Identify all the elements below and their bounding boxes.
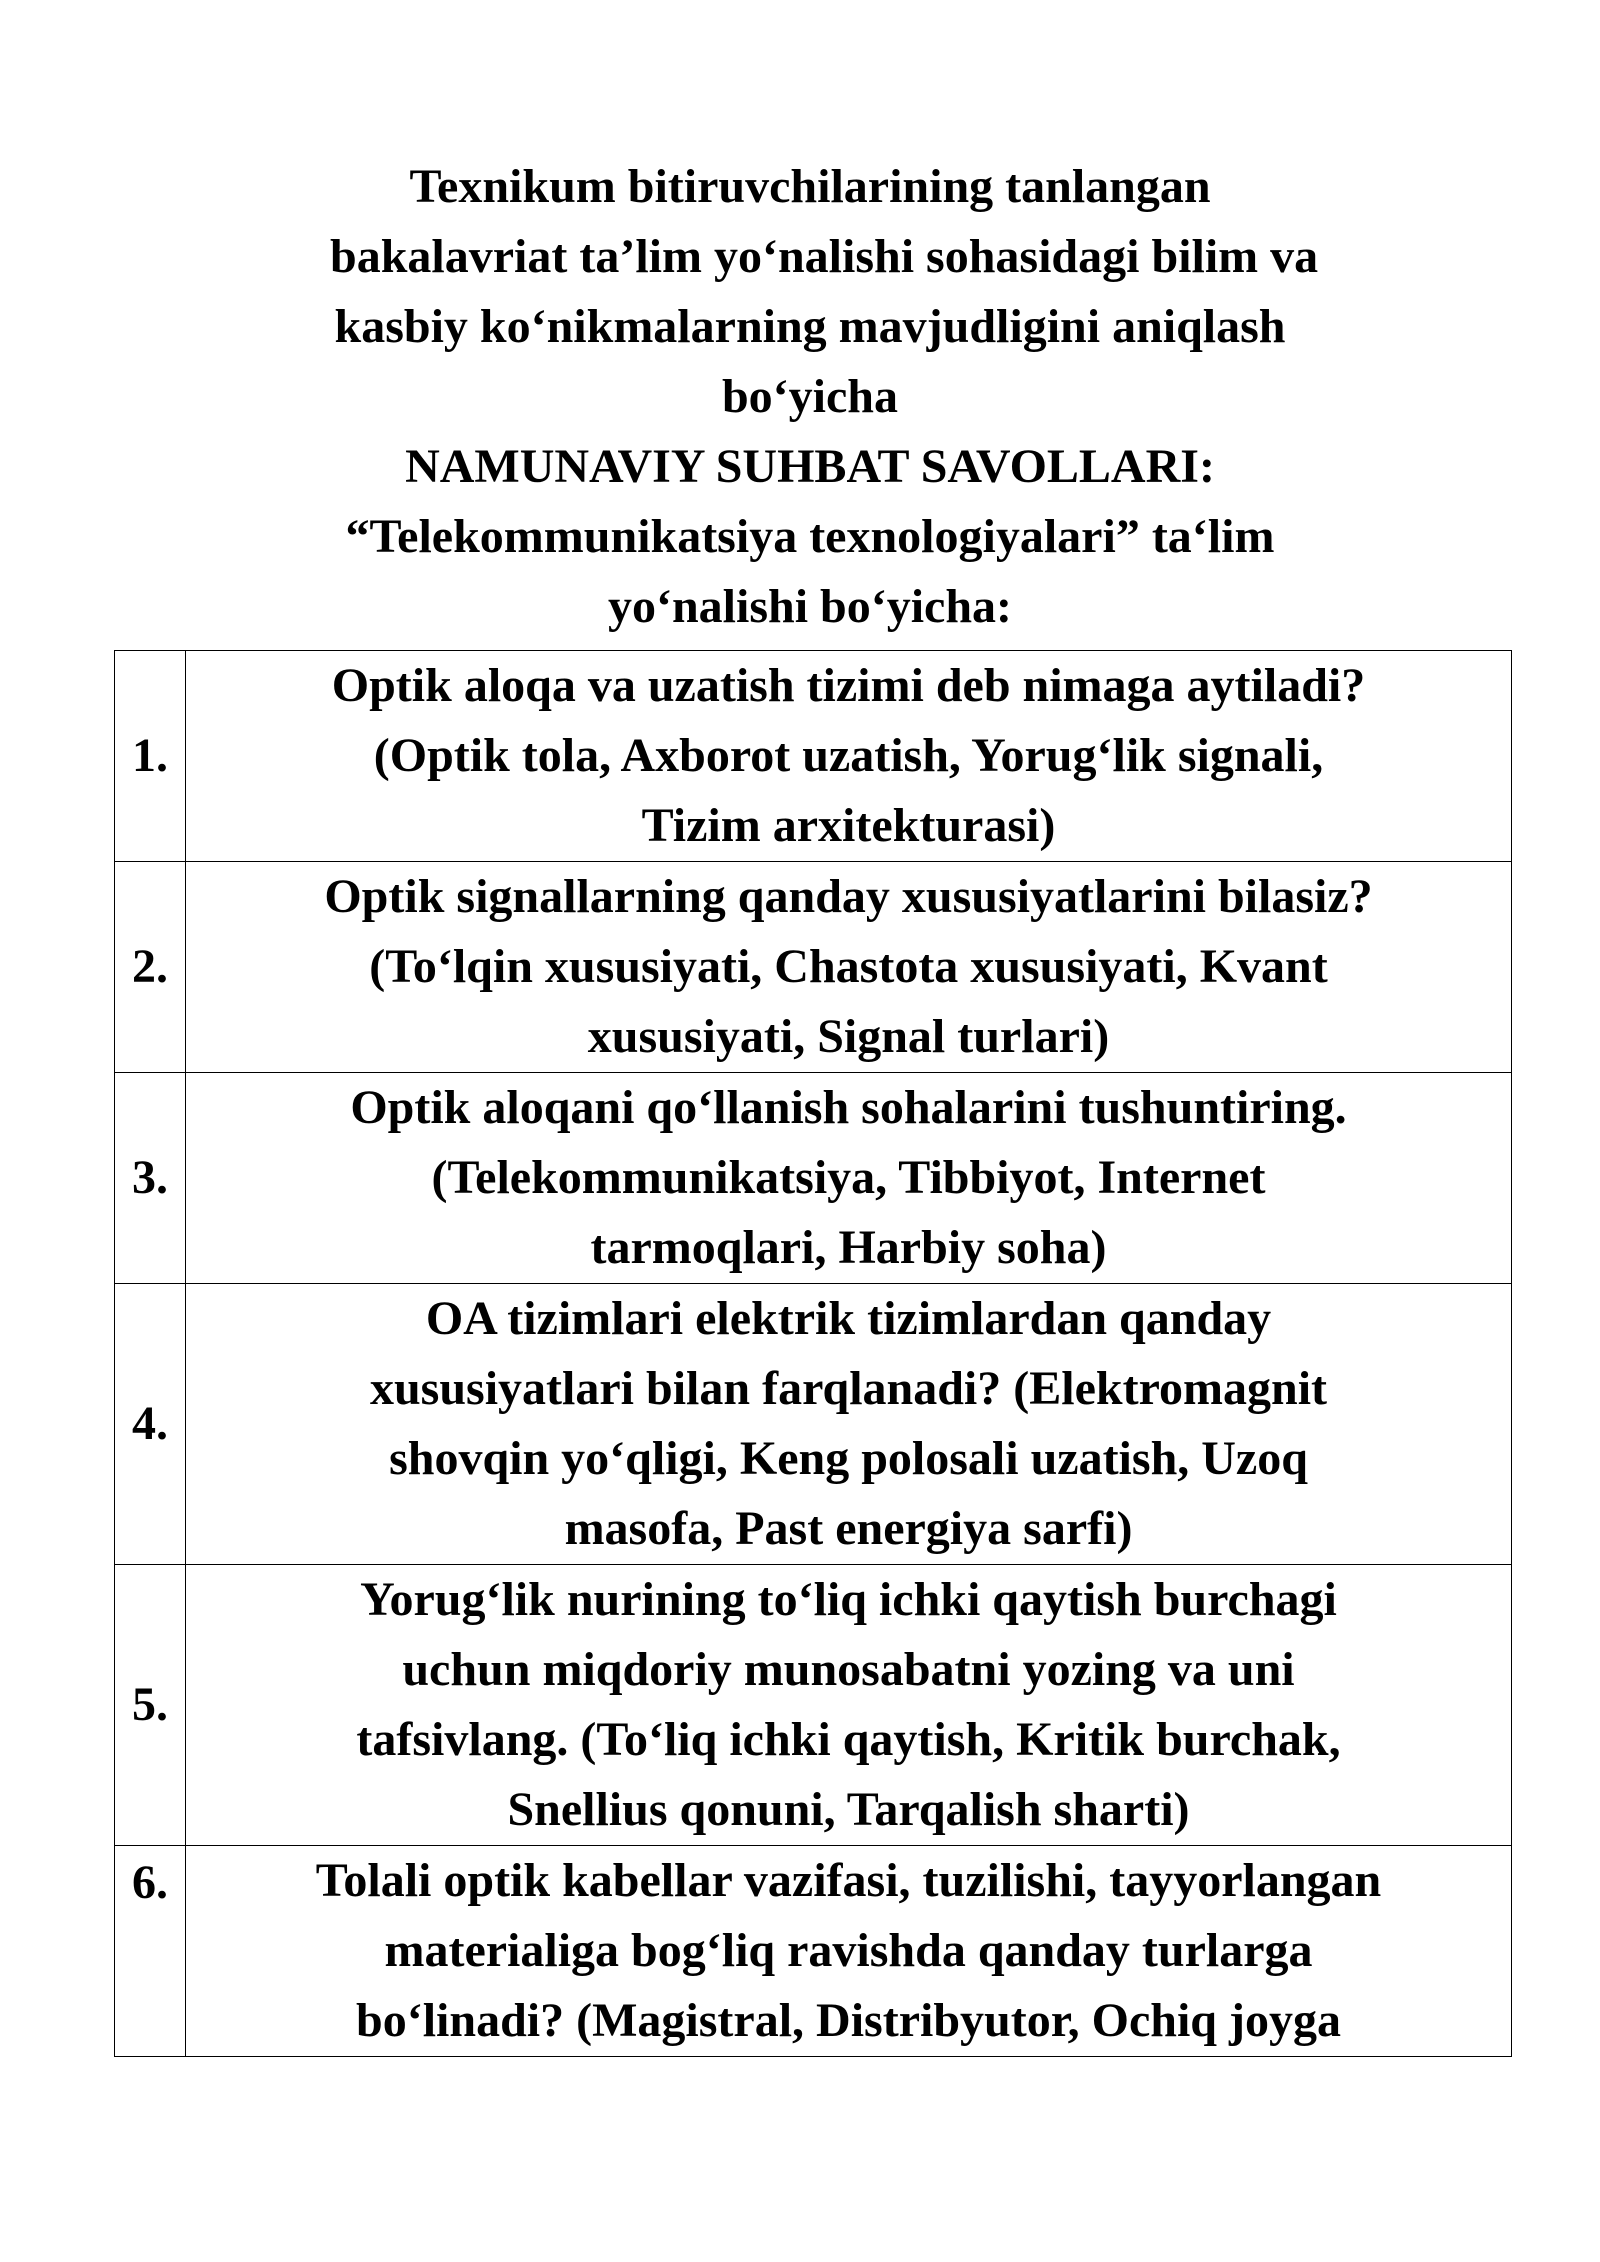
question-line: masofa, Past energiya sarfi) xyxy=(564,1502,1133,1555)
question-line: Tizim arxitekturasi) xyxy=(641,799,1056,852)
question-line: shovqin yo‘qligi, Keng polosali uzatish, Uzoq xyxy=(389,1432,1308,1485)
question-line: (Optik tola, Axborot uzatish, Yorug‘lik signali, xyxy=(373,729,1324,782)
table-row xyxy=(115,1284,1512,1565)
question-number: 4. xyxy=(115,1284,186,1565)
question-line: (Telekommunikatsiya, Tibbiyot, Internet xyxy=(431,1151,1266,1204)
question-number: 5. xyxy=(115,1565,186,1846)
question-text xyxy=(186,1284,1512,1565)
question-line: tarmoqlari, Harbiy soha) xyxy=(590,1221,1107,1274)
question-number: 1. xyxy=(115,651,186,862)
question-line: OA tizimlari elektrik tizimlardan qanday xyxy=(425,1292,1272,1345)
table-row xyxy=(115,1846,1512,2057)
question-line: Yorug‘lik nurining to‘liq ichki qaytish burchagi xyxy=(360,1573,1337,1626)
heading-line: kasbiy ko‘nikmalarning mavjudligini aniqlash xyxy=(334,300,1286,353)
question-text xyxy=(186,1565,1512,1846)
question-line: Optik signallarning qanday xususiyatlarini bilasiz? xyxy=(324,870,1373,923)
heading-line: Texnikum bitiruvchilarining tanlangan xyxy=(409,160,1211,213)
heading-line: “Telekommunikatsiya texnologiyalari” ta‘lim xyxy=(345,510,1275,563)
question-number: 6. xyxy=(115,1846,186,2057)
table-row xyxy=(115,862,1512,1073)
question-text xyxy=(186,862,1512,1073)
question-text xyxy=(186,1846,1512,2057)
questions-table xyxy=(114,650,1512,2057)
question-line: materialiga bog‘liq ravishda qanday turlarga xyxy=(384,1924,1313,1977)
question-number: 2. xyxy=(115,862,186,1073)
question-line: (To‘lqin xususiyati, Chastota xususiyati, Kvant xyxy=(369,940,1328,993)
question-line: Optik aloqani qo‘llanish sohalarini tushuntiring. xyxy=(350,1081,1347,1134)
question-line: xususiyati, Signal turlari) xyxy=(587,1010,1110,1063)
question-line: Optik aloqa va uzatish tizimi deb nimaga aytiladi? xyxy=(331,659,1366,712)
heading-line: bo‘yicha xyxy=(721,370,898,423)
table-row xyxy=(115,1565,1512,1846)
question-text xyxy=(186,651,1512,862)
question-text xyxy=(186,1073,1512,1284)
question-line: uchun miqdoriy munosabatni yozing va uni xyxy=(402,1643,1295,1696)
document-heading xyxy=(330,152,1319,642)
table-row xyxy=(115,651,1512,862)
question-number: 3. xyxy=(115,1073,186,1284)
question-line: xususiyatlari bilan farqlanadi? (Elektromagnit xyxy=(369,1362,1328,1415)
heading-line: bakalavriat ta’lim yo‘nalishi sohasidagi bilim va xyxy=(330,230,1319,283)
question-line: Tolali optik kabellar vazifasi, tuzilishi, tayyorlangan xyxy=(315,1854,1382,1907)
table-row xyxy=(115,1073,1512,1284)
question-line: bo‘linadi? (Magistral, Distribyutor, Ochiq joyga xyxy=(356,1994,1341,2047)
heading-line: NAMUNAVIY SUHBAT SAVOLLARI: xyxy=(405,440,1215,493)
heading-line: yo‘nalishi bo‘yicha: xyxy=(607,580,1013,633)
question-line: tafsivlang. (To‘liq ichki qaytish, Kritik burchak, xyxy=(356,1713,1341,1766)
question-line: Snellius qonuni, Tarqalish sharti) xyxy=(507,1783,1190,1836)
